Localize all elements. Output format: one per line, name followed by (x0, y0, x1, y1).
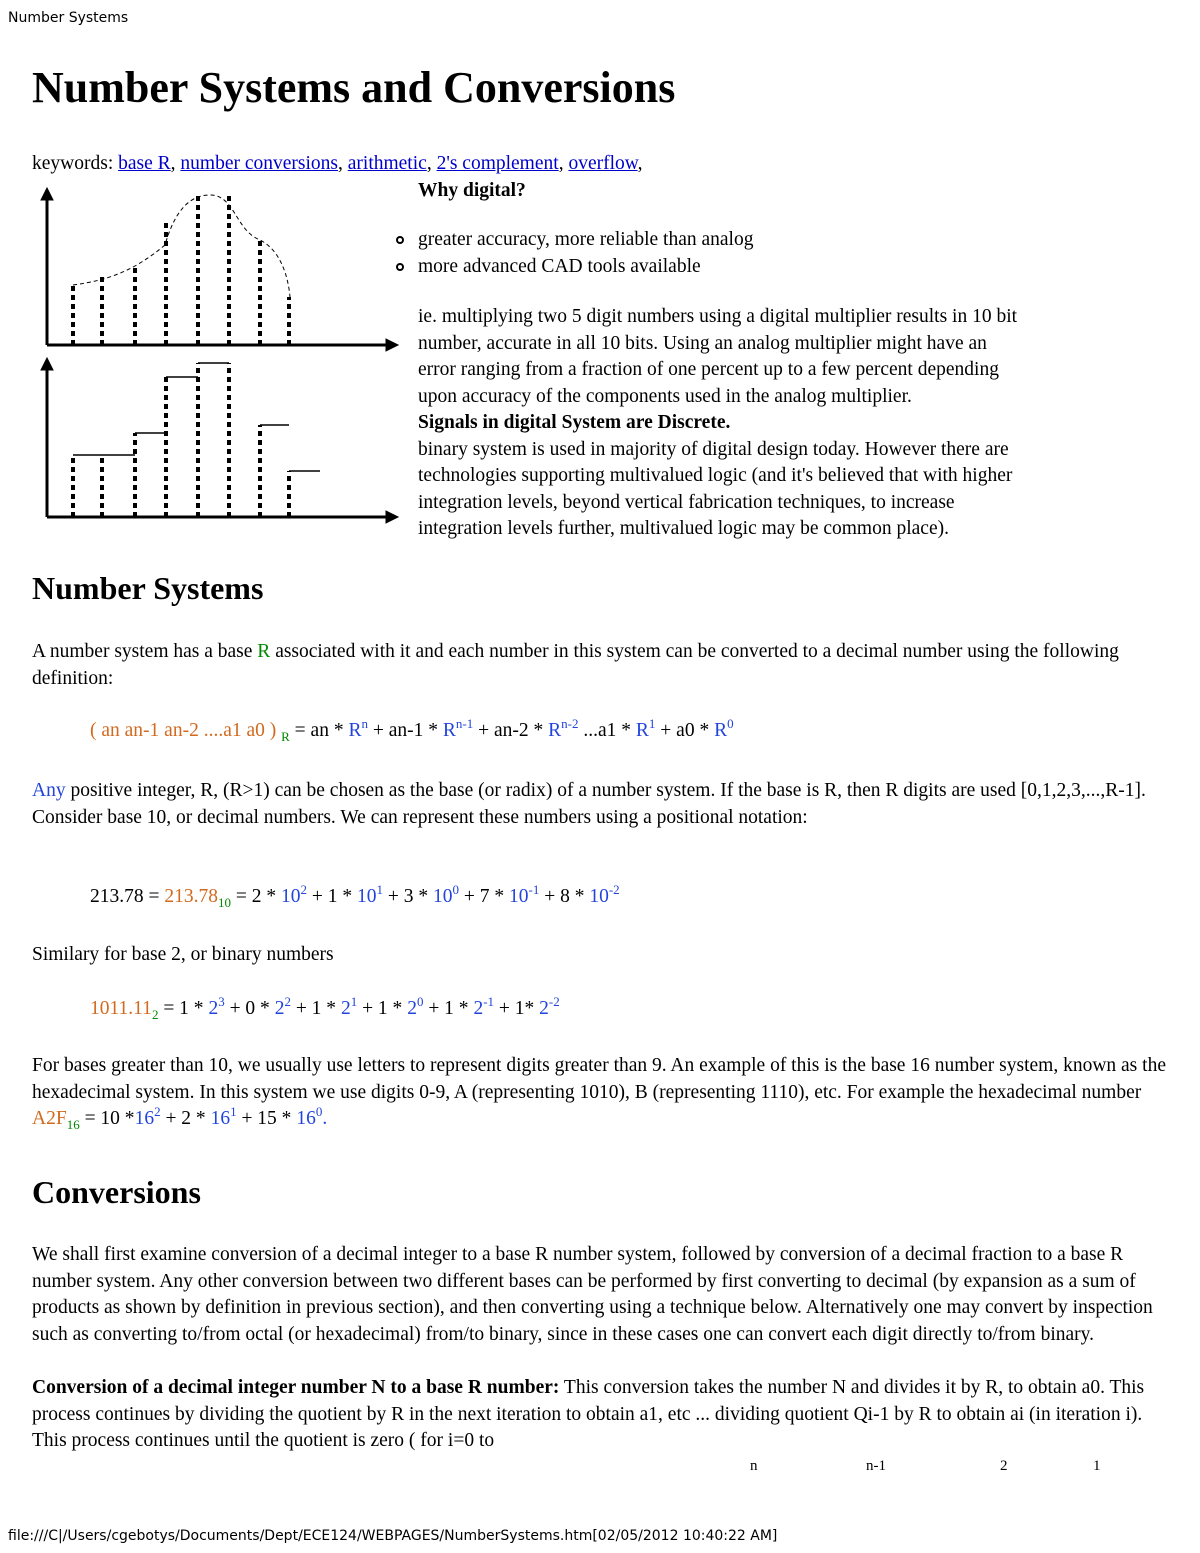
stray-superscript: n-1 (866, 1458, 886, 1474)
stray-superscript: 1 (1093, 1458, 1101, 1474)
signals-line-1: binary system is used in majority of digital design today. However there are (418, 438, 1009, 460)
running-header: Number Systems (8, 10, 129, 26)
signals-line-3: integration levels, beyond vertical fabrication techniques, to increase (418, 491, 955, 513)
why-line-2: number, accurate in all 10 bits. Using an analog multiplier might have an (418, 332, 987, 354)
definition-formula: ( an an-1 an-2 ....a1 a0 ) $_R$ = an * $R^n + an-1 * R^{n-1} + an-2 * R^{n-2}$ $...a1 * R^1 + a0 * R^0$ (90, 716, 734, 744)
link-overflow[interactable]: overflow (568, 153, 638, 174)
number-system-intro: A number system has a base R associated with it and each number in this system can be converted to a decimal number using the following definition: (32, 641, 1119, 689)
keywords-line: keywords: base R, number conversions, arithmetic, 2's complement, overflow, (32, 153, 643, 174)
conversions-intro: We shall first examine conversion of a decimal integer to a base R number system, followed by conversion of a decimal fraction to a base R number system. Any other conversion between two different bases can be performed by first converting to decimal (by expansion as a sum of products as shown by definition in previous section), and then converting using a technique below. Alternatively one may convert by inspection such as converting to/from octal (or hexadecimal) from/to binary, since in these cases one can convert each digit directly to/from binary. (32, 1244, 1153, 1345)
signals-heading: Signals in digital System are Discrete. (418, 412, 731, 433)
signals-line-4: integration levels further, multivalued logic may be common place). (418, 518, 949, 539)
analog-curve (73, 195, 290, 297)
samples-top (73, 193, 289, 345)
decimal-formula: $213.78 = 213.78_{10} = 2 * 10^2 + 1 * 10^1 + 3 * 10^0 + 7 * 10^{-1} + 8 * 10^{-2}$ (90, 882, 620, 910)
integer-conversion-heading: Conversion of a decimal integer number N to a base R number: (32, 1377, 560, 1398)
link-base-r[interactable]: base R (118, 153, 171, 174)
why-line-4: upon accuracy of the components used in the analog multiplier. (418, 385, 912, 407)
section-heading-number-systems: Number Systems (32, 570, 264, 606)
x-axis-arrow-top (386, 339, 398, 351)
radix-paragraph: Any positive integer, R, (R>1) can be chosen as the base (or radix) of a number system. If the base is R, then R digits are used [0,1,2,3,...,R-1]. Consider base 10, or decimal numbers. We can represent these numbers using a positional notation: (32, 780, 1146, 828)
y-axis-arrow-top (41, 188, 53, 200)
bullet-icon (396, 263, 404, 271)
integer-conversion-paragraph: Conversion of a decimal integer number N to a base R number: This conversion takes the number N and divides it by R, to obtain a0. This process continues by dividing the quotient by R in the next iteration to obtain a1, etc ... dividing quotient Qi-1 by R to obtain ai (in iteration i). This process continues until the quotient is zero ( for i=0 to (32, 1377, 1145, 1451)
signals-line-2: technologies supporting multivalued logic (and it's believed that with higher (418, 465, 1013, 486)
why-explanation (418, 304, 1168, 543)
footer-file-path: file:///C|/Users/cgebotys/Documents/Dept/ECE124/WEBPAGES/NumberSystems.htm[02/05/2012 10:40:22 AM] (8, 1528, 778, 1544)
analog-plot (41, 188, 398, 351)
why-line-1: ie. multiplying two 5 digit numbers using a digital multiplier results in 10 bit (418, 306, 1018, 327)
page-title: Number Systems and Conversions (32, 63, 676, 112)
hex-paragraph: For bases greater than 10, we usually use letters to represent digits greater than 9. An example of this is the base 16 number system, known as the hexadecimal system. In this system we use digits 0-9, A (representing 1010), B (representing 1110), etc. For example the hexadecimal number $A2F_{16} = 10$ $*16^2 + 2 * 16^1 + 15 * 16^0$. (32, 1055, 1166, 1132)
samples-bottom (73, 363, 289, 517)
y-axis-arrow-bottom (41, 358, 53, 370)
link-twos-complement[interactable]: 2's complement (436, 153, 559, 174)
binary-intro: Similary for base 2, or binary numbers (32, 944, 334, 965)
stray-superscript: 2 (1000, 1458, 1008, 1474)
keywords-label: keywords: (32, 153, 114, 174)
section-heading-conversions: Conversions (32, 1174, 201, 1210)
binary-formula: $1011.11_2 = 1 * 2^3 + 0 * 2^2 + 1 * 2^1 + 1 * 2^0 + 1 * 2^{-1} + 1*$ $2^{-2}$ (90, 994, 560, 1022)
link-arithmetic[interactable]: arithmetic (347, 153, 427, 174)
why-bullet-1: greater accuracy, more reliable than analog (418, 229, 754, 250)
signal-diagram (30, 185, 415, 530)
why-bullet-2: more advanced CAD tools available (418, 256, 701, 277)
link-number-conversions[interactable]: number conversions (180, 153, 338, 174)
bullet-icon (396, 236, 404, 244)
why-digital-heading: Why digital? (418, 180, 526, 201)
x-axis-arrow-bottom (386, 511, 398, 523)
why-line-3: error ranging from a fraction of one percent up to a few percent depending (418, 359, 999, 380)
discrete-plot (41, 358, 398, 523)
stray-superscript: n (750, 1458, 758, 1474)
